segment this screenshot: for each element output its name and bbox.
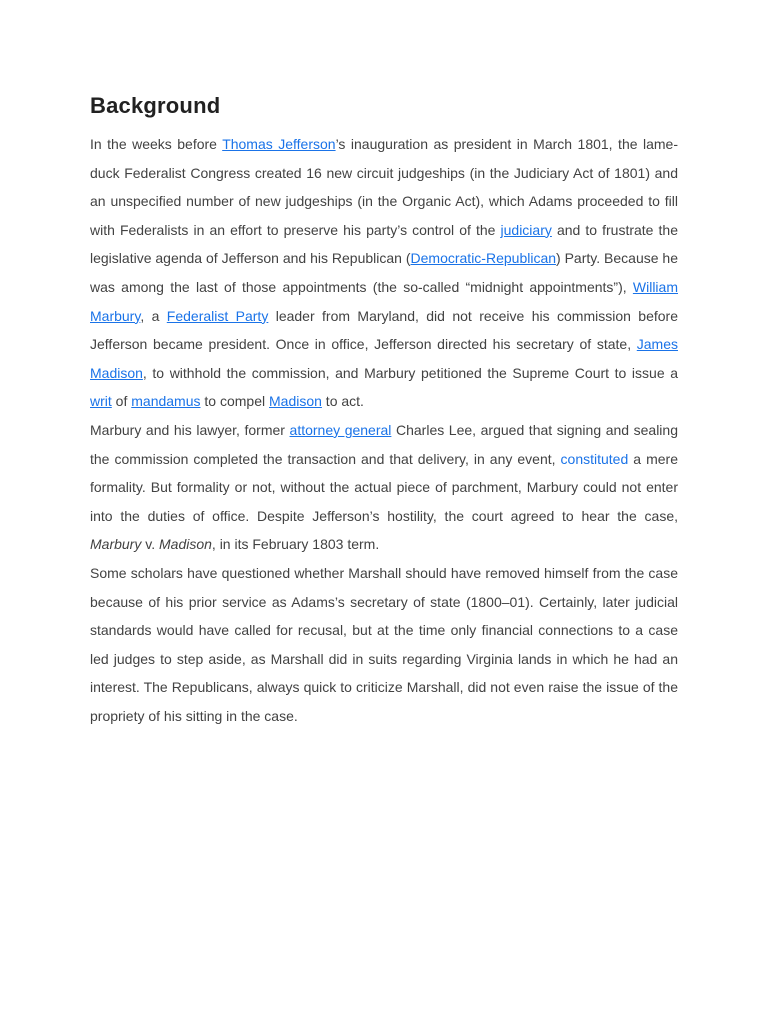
text-run: , in its February 1803 term. — [211, 536, 380, 553]
link-judiciary[interactable]: judiciary — [500, 221, 552, 238]
article-section — [90, 86, 678, 730]
link-madison[interactable]: Madison — [269, 393, 322, 410]
link-thomas-jefferson[interactable]: Thomas Jefferson — [222, 136, 336, 152]
section-heading: Background — [90, 93, 221, 118]
text-run: Marbury and his lawyer, former — [90, 421, 290, 438]
text-run: Charles Lee, argued that signing and sealing the commission completed the transaction and that delivery, in any event, — [90, 421, 678, 467]
text-run: of — [111, 393, 132, 410]
paragraph-2 — [90, 416, 678, 559]
text-run: and to frustrate the legislative agenda of Jefferson and his Republican ( — [90, 221, 679, 267]
case-name-marbury: Marbury — [90, 536, 142, 553]
text-run: a mere formality. But formality or not, without the actual piece of parchment, Marbury could not enter into the duties of office. Despite Jefferson’s hostility, the court agreed to hear the case, — [90, 450, 678, 524]
text-run: to act. — [321, 393, 364, 410]
text-run: ’s inauguration as president in March 1801, the lame-duck Federalist Congress created 16 new circuit judgeships (in the Judiciary Act of 1801) and an unspecified number of new judgeships (in the Organic Act), which Adams proceeded to fill with Federalists in an effort to preserve his party’s control of the — [90, 136, 679, 238]
text-run: ) Party. Because he was among the last of those appointments (the so-called “midnight appointments”), — [90, 250, 678, 295]
link-mandamus[interactable]: mandamus — [131, 393, 201, 410]
paragraph-3: Some scholars have questioned whether Marshall should have removed himself from the case because of his prior service as Adams’s secretary of state (1800–01). Certainly, later judicial standards would have called for recusal, but at the time only financial connections to a case led judges to step aside, as Marshall did in suits regarding Virginia lands in which he had an interest. The Republicans, always quick to criticize Marshall, did not even raise the issue of the propriety of his sitting in the case. — [90, 564, 678, 724]
link-james-madison[interactable]: James Madison — [90, 336, 678, 381]
link-constituted[interactable]: constituted — [560, 450, 629, 467]
text-run: v. — [141, 536, 159, 553]
link-democratic-republican[interactable]: Democratic-Republican — [410, 250, 557, 267]
case-name-madison: Madison — [159, 536, 212, 553]
paragraph-1 — [90, 130, 678, 416]
text-run: In the weeks before — [90, 136, 223, 152]
link-federalist-party[interactable]: Federalist Party — [166, 307, 269, 324]
link-william-marbury[interactable]: William Marbury — [90, 278, 678, 324]
text-run: to compel — [200, 393, 269, 410]
text-run: , a — [140, 307, 167, 324]
text-run: leader from Maryland, did not receive his commission before Jefferson became president. Once in office, Jefferson directed his secretary of state, — [90, 307, 678, 353]
text-run: , to withhold the commission, and Marbury petitioned the Supreme Court to issue a — [142, 364, 678, 381]
link-writ[interactable]: writ — [90, 393, 112, 410]
link-attorney-general[interactable]: attorney general — [289, 421, 392, 438]
